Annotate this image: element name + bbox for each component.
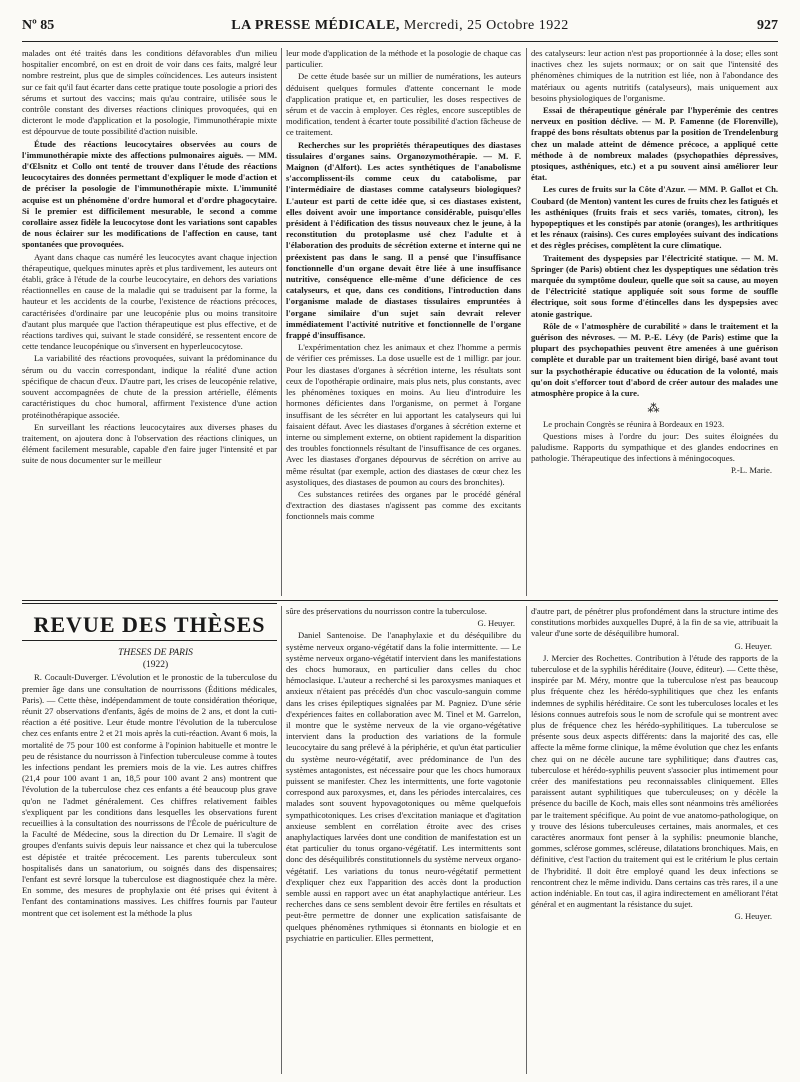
paragraph: Le prochain Congrès se réunira à Bordeaux en 1923. xyxy=(543,418,725,429)
paragraph: Rôle de « l'atmosphère de curabilité » dans le traitement et la guérison des névroses. — M. P.-E. Lévy (de Paris) estime que la plupart des psychopathies peuvent être amenées à une guérison complète et durable par un traitement bien dirigé, basé avant tout sur la psychothérapie éducative ou éducation de la volonté, mais qu'on doit s'efforcer tout d'abord de créer autour des malades une atmosphère propice à la cure. xyxy=(531,320,778,399)
subheading: THÈSES DE PARIS xyxy=(118,648,193,658)
paragraph: Les cures de fruits sur la Côte d'Azur. — MM. P. Gallot et Ch. Coubard (de Menton) vantent les cures de fruits chez les fatigués et les asthéniques (fruits frais et secs variés, tomates, citron), les hypopeptiques et les constipés par atonie (oranges), les arthritiques et les rénaux (raisins). Ces cures employées suivant des indications et des règles précises, complètent la cure climatique. xyxy=(531,184,778,251)
paragraph: malades ont été traités dans les conditions défavorables d'un milieu hospitalier encombré, on est en droit de voir dans ces faits, malgré leur nombre restreint, plus que de simples coïncidences. Les auteurs insistent sur ce fait qu'il faut écarter dans cette pratique toute posologie a priori des sérums et surtout des vaccins; mais qu'au contraire, utilisée sous le contrôle constant des diverses réactions cliniques provoquées, qui en dicteront le mode d'application et la posologie, l'immunothérapie mixte est dépourvue de toute possibilité d'action nuisible. xyxy=(22,48,277,137)
column-divider xyxy=(281,606,282,1074)
journal-name: LA PRESSE MÉDICALE, xyxy=(231,18,400,33)
header-rule xyxy=(22,41,778,42)
paragraph: d'autre part, de pénétrer plus profondément dans la structure intime des constitutions morbides auxquelles Dupré, à la fin de sa vie, attribuait la valeur d'une sorte de déséquilibre humoral. xyxy=(531,606,778,639)
paragraph: Ayant dans chaque cas numéré les leucocytes avant chaque injection thérapeutique, quelques minutes après et plus tardivement, les auteurs ont établi, grâce à l'étude de la courbe leucocytaire, en dehors des variations réactionnelles en cause de la maladie qui se traduisent par la forme, la hauteur et les accidents de la courbe, l'existence de réactions précoces, caractérisées d'ordinaire par une leucopénie plus ou moins transitoire d'autant plus marquée que l'action thérapeutique est plus effective, et de réactions tardives qui, suivant le stade considéré, se ressentent encore de cette tendance leucopénique ou s'inversent en hyperleucocytose. xyxy=(22,251,277,352)
asterism: ⁂ xyxy=(647,401,662,416)
column-divider xyxy=(281,48,282,596)
paragraph: Daniel Santenoise. De l'anaphylaxie et du déséquilibre du système nerveux organo-végétatif dans la folie intermittente. — Le système nerveux organo-végétatif intervient dans les manifestations des chocs humoraux, en particulier dans celles du choc hémoclasique. L'auteur a recherché si les paroxysmes maniaques et anxieux n'étaient pas précédés d'un choc vasculo-sanguin comme dans les crises épileptiques signalées par M. Pagniez. D'une série d'expériences faites en collaboration avec M. Tinel et M. Garrelon, il montre que le système nerveux de la vie organo-végétative intervient dans la production des variations de la formule leucocytaire du sang prélevé à la périphérie, et qu'un état particulier du système neuro-végétatif, avec prédominance de l'un des systèmes antagonistes, est nécessaire pour que les chocs humoraux puissent se manifester. Chez les intermittents, une forte vagotonie correspond aux paroxysmes, et, dans les périodes intercalaires, ces malades sont souvent hypovagotoniques ou même quelquefois sympathicotoniques. Les crises d'excitation maniaque et d'agitation anxieuse semblent en corrélation étroite avec des crises anaphylactiques larvées dont une condition de manifestation est un état particulier du tonus organo-végétatif. Les intermittents sont donc des déséquilibrés constitutionnels du système nerveux organo-végétatif. Les variations du tonus neuro-végétatif permettent d'expliquer chez eux l'apparition des accès dont la production semble aussi en rapport avec un état anaphylactique antérieur. Les recherches dans ce sens semblent devoir être fertiles en résultats et peut-être permettre de donner une explication satisfaisante de quelques phénomènes rythmiques si étonnants en biologie et en psychiatrie en particulier. Elles permettent, xyxy=(286,630,521,943)
paragraph: R. Cocault-Duverger. L'évolution et le pronostic de la tuberculose du premier âge dans une consultation de nourrissons (Éditions médicales, Paris). — Cette thèse, indépendamment de toute considération théorique, réunit 27 observations d'enfants, âgés de moins de 2 ans, et dont la cuti-réaction a été positive. Leur étude montre l'évolution de la tuberculose chez ces enfants entre 2 et 21 mois après la cuti-réaction. Avant 6 mois, la mortalité de 75 pour 100 est conforme à l'opinion habituelle et montre le peu de résistance du nourrisson à l'infection tuberculeuse comme à toutes les infections pendant les premiers mois de la vie. Les autres chiffres (21,4 pour 100 avant 1 an, 18,5 pour 100 avant 2 ans) montrent que l'évolution de la tuberculose chez ces enfants a été beaucoup plus grave qu'on ne l'admet généralement. Ces chiffres relativement faibles s'expliquent par les conditions dans lesquelles les observations furent recueillies à la consultation des nourrissons de l'École de puériculture de la Faculté de Médecine, sous la direction du Dr Lemaire. Il s'agit de groupes d'enfants suivis depuis leur naissance et chez qui la tuberculose est dépistée et traitée précocement. Les parents tuberculeux sont hospitalisés dans un sanatorium, ou soignés dans des dispensaires; l'enfant est sevré lorsque la tuberculose est diagnostiquée chez la mère. En somme, des mesures de prophylaxie ont été prises qui évitent à l'enfant des contaminations massives. Les chiffres fournis par l'auteur montrent que cet isolement est la méthode la plus xyxy=(22,672,277,918)
paragraph: leur mode d'application de la méthode et la posologie de chaque cas particulier. xyxy=(286,48,521,70)
signature: P.-L. Marie. xyxy=(730,465,772,476)
top-column-2 xyxy=(286,48,521,596)
issue-date: Mercredi, 25 Octobre 1922 xyxy=(403,18,569,33)
top-column-3 xyxy=(531,48,778,596)
paragraph: J. Mercier des Rochettes. Contribution à l'étude des rapports de la tuberculose et de la syphilis héréditaire (Jouve, éditeur). — Cette thèse, inspirée par M. Méry, montre que la tuberculose n'est pas beaucoup plus fréquente chez les hérédo-syphilitiques que chez les enfants indemnes de syphilis héréditaire. Ce sont les tuberculoses locales et les lésions connues autrefois sous le nom de scrofule qui se montrent avec plus de fréquence chez les hérédo-syphilitiques. La tuberculose se présente sous deux aspects différents: dans la majorité des cas, elle affecte la même forme clinique, la même évolution que chez les enfants chez qui on ne décèle aucune tare syphilitique; dans d'autres cas, tuberculose et hérédo-syphilis peuvent s'associer plus intimement pour créer des manifestations peu reconnaissables cliniquement. Elles paraissent autant syphilitiques que tuberculeuses; on y décèle la présence du bacille de Koch, mais elles sont néanmoins très améliorées par le traitement spécifique. Au point de vue anatomo-pathologique, on y trouve des lésions tuberculeuses certaines, mais anormales, et ces caractères anormaux font penser à la syphilis: pneumonie blanche, gommes, sclérose gommes, scléreuse, dilatations bronchiques. Mais, en définitive, c'est l'action du traitement qui est le critérium le plus certain de l'hybridité. Il doit être employé quand les deux infections se rencontrent chez le même individu. Dans certains cas très rares, il a une action indéniable. En tout cas, il agira indirectement en améliorant l'état général et en augmentant la résistance du sujet. xyxy=(531,652,778,910)
page-header xyxy=(22,18,778,40)
paragraph: des catalyseurs: leur action n'est pas proportionnée à la dose; elles sont inactives chez les sujets normaux; or on sait que l'intensité des phénomènes chimiques de la nutrition est liée, non à l'abondance des matériaux ou agents nutritifs (catalyseurs), mais uniquement aux besoins physiologiques de l'organisme. xyxy=(531,48,778,103)
bottom-column-2 xyxy=(286,606,521,1074)
page-number: 927 xyxy=(757,18,778,33)
paragraph: Essai de thérapeutique générale par l'hyperémie des centres nerveux en position déclive. — M. P. Famenne (de Florenville), frappé des bons résultats obtenus par la position de Trendelenburg chez un malade atteint de démence précoce, a appliqué cette méthode à de nombreux malades (psychopathies dépressives, ptosiques, asthéniques, etc.) et a pu souvent ainsi améliorer leur état. xyxy=(531,105,778,183)
issue-number: Nº 85 xyxy=(22,18,55,33)
bottom-column-1 xyxy=(22,648,277,1072)
paragraph: Ces substances retirées des organes par le procédé général d'extraction des diastases n'agissent pas comme des excitants fonctionnels mais comme xyxy=(286,488,521,522)
section-rule xyxy=(22,600,778,601)
column-divider xyxy=(526,606,527,1074)
paragraph: Étude des réactions leucocytaires observées au cours de l'immunothérapie mixte des affections pulmonaires aiguës. — MM. d'Œlsnitz et Collo ont tenté de trouver dans l'étude des réactions leucocytaires des données permettant d'expliquer le mode d'action et de préciser la posologie de l'immunothérapie mixte. L'immunité acquise est un phénomène d'ordre humoral et d'ordre phagocytaire. Si le premier est difficilement mesurable, le second a comme corollaire assez fidèle la leucocytose dont les variations sont capables de nous éclairer sur les modifications de l'affection en cause, tant spontanées que provoquées. xyxy=(22,138,277,250)
paragraph: En surveillant les réactions leucocytaires aux diverses phases du traitement, on ajoutera donc à l'observation des réactions cliniques, un élément facilement mesurable, capable d'en faire juger l'intensité et par suite de nous documenter sur le meilleur xyxy=(22,421,277,466)
section-title-rule xyxy=(22,640,277,641)
signature: G. Heuyer. xyxy=(734,911,772,922)
paragraph: La variabilité des réactions provoquées, suivant la prédominance du sérum ou du vaccin correspondant, indique la réalité d'une action spécifique de chacun d'eux. D'autre part, les crises de leucopénie relative, souvent accompagnées de chute de la pression artérielle, éléments caractéristiques du choc humoral, affirment l'existence d'une action protéinothérapique associée. xyxy=(22,353,277,420)
paragraph: L'expérimentation chez les animaux et chez l'homme a permis de vérifier ces prémisses. La dose usuelle est de 1 milligr. par jour. Pour les diastases d'organes à sécrétion interne, les résultats sont ceux de l'opothérapie ordinaire, mais plus nets, plus constants, avec les phénomènes toxiques en moins. Au lieu d'introduire les hormones déficientes dans l'organisme, on permet à l'organe insuffisant de les sécréter en lui apportant les catalyseurs qui lui faisaient défaut. Avec les diastases d'organes à sécrétion externe et interne ou simplement externe, on obtient rapidement la disparition des troubles fonctionnels résultant de l'insuffisance de ces organes. Avec les diastases d'organes dépourvus de sécrétion on arrive au même résultat (par exemple, action des diastases de cœur chez les asystoliques, des diastases de poumon au cours des bronchites). xyxy=(286,342,521,487)
paragraph: Traitement des dyspepsies par l'électricité statique. — M. M. Springer (de Paris) obtient chez les dyspeptiques une sédation très marquée du symptôme douleur, quelle que soit sa cause, au moyen de l'électricité statique appliquée soit sous forme de souffle électrique, soit sous forme d'étincelles dans les dyspepsies avec atonie gastrique. xyxy=(531,252,778,319)
section-rule-inner xyxy=(22,603,277,604)
paragraph: sûre des préservations du nourrisson contre la tuberculose. xyxy=(286,606,487,616)
journal-title xyxy=(22,18,778,34)
column-divider xyxy=(526,48,527,596)
paragraph: De cette étude basée sur un millier de numérations, les auteurs déduisent quelques formules d'attente concernant le mode d'application pratique et, en particulier, les doses respectives de sérum et de vaccin à employer. Ces règles, encore susceptibles de modification, tendent à écarter toute possibilité d'action fâcheuse de ce traitement. xyxy=(286,71,521,138)
paragraph: Recherches sur les propriétés thérapeutiques des diastases tissulaires d'organes sains. Organozymothérapie. — M. F. Maignon (d'Alfort). Les actes synthétiques de l'anabolisme s'accomplissent-ils comme ceux du catabolisme, par l'intermédiaire de diastases comme catalyseurs biologiques? L'auteur est parti de cette idée que, si ces diastases existent, elles doivent avoir une importance considérable, puisqu'elles président à l'édification des tissus nouveaux chez le jeune, à la reconstitution du protoplasme usé chez l'adulte et à l'élaboration des produits de sécrétion externe et interne qui ne préexistent pas dans le sang. Il a pensé que l'insuffisance fonctionnelle d'un organe devait être liée à une insuffisance nutritive, conséquence elle-même d'une déficience de ces catalyseurs, et que, dans ces conditions, l'introduction dans l'organisme malade de diastases tissulaires empruntées à l'organe similaire d'un sujet sain devrait relever immédiatement l'activité nutritive et fonctionnelle de l'organe frappé d'insuffisance. xyxy=(286,139,521,341)
signature: G. Heuyer. xyxy=(477,618,515,629)
section-title: REVUE DES THÈSES xyxy=(33,612,266,637)
top-column-1 xyxy=(22,48,277,596)
signature: G. Heuyer. xyxy=(734,640,772,651)
paragraph: Questions mises à l'ordre du jour: Des suites éloignées du paludisme. Rapports du sympathique et des glandes endocrines en pathologie. Thérapeutique des infections à méningocoques. xyxy=(531,430,778,464)
subheading-year: (1922) xyxy=(142,660,169,671)
bottom-column-3 xyxy=(531,606,778,1074)
